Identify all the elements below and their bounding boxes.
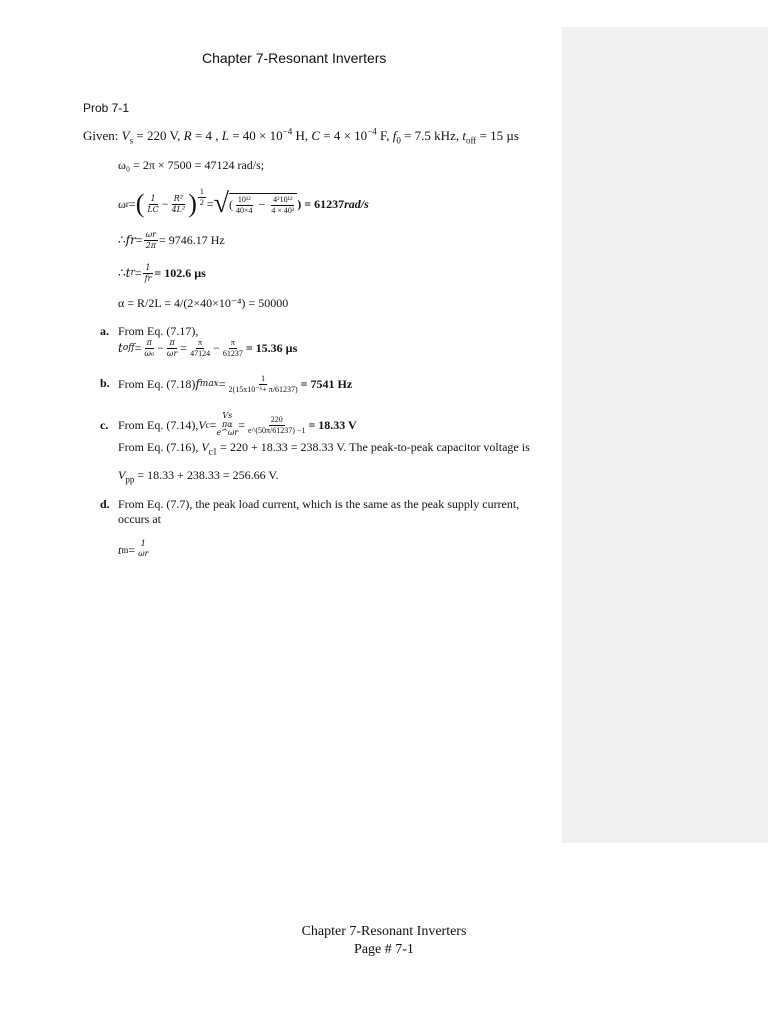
comment-pane	[562, 27, 768, 843]
part-c-text: From Eq. (7.14),	[118, 417, 199, 432]
l-symbol: L	[221, 128, 229, 143]
vpp-sub: pp	[125, 474, 135, 485]
toff-symbol: t	[462, 128, 466, 143]
fr-therefore: ∴	[118, 232, 126, 247]
omegar-result: ) = 61237	[297, 196, 345, 211]
part-a-frac4: $\frac{\pi}{61237}$	[222, 337, 243, 358]
part-b-equation: From Eq. (7.18) f max = $\frac{1}{\text{2(15x10⁻⁶+ π/61237)}}$ = 7541 Hz	[118, 373, 353, 394]
page-title: Chapter 7-Resonant Inverters	[202, 50, 387, 66]
tr-therefore: ∴	[118, 265, 126, 280]
c-value: = 4 × 10	[320, 128, 368, 143]
omegar-lead: ω	[118, 196, 126, 211]
fr-eq: =	[135, 232, 143, 247]
l-exponent: −4	[282, 126, 293, 137]
part-d-text2: occurs at	[118, 512, 161, 526]
tr-line: ∴ t r = $\frac{1}{fr}$ = 102.6 µs	[118, 262, 206, 283]
r-symbol: R	[183, 128, 192, 143]
given-line	[83, 128, 519, 144]
tr-frac: $\frac{1}{fr}$	[144, 262, 152, 283]
toff-value: = 15 µs	[476, 128, 519, 143]
given-prefix: Given:	[83, 128, 122, 143]
open-paren-icon: (	[135, 189, 145, 218]
fmax-symbol: f	[195, 377, 200, 391]
r-value: = 4 ,	[191, 128, 222, 143]
omegar-unit: rad/s	[344, 196, 369, 211]
part-a-frac3: $\frac{\pi}{47124}$	[190, 337, 211, 358]
omegar-frac1: $\frac{1}{LC}$	[147, 193, 159, 214]
omegar-line: ω r = ( $\frac{1}{LC}$ − $\frac{\text{R²}}{\text{4L²}}$ ) $\frac{1}{2}$ = √ ( $\frac{\text{10¹²}}{40\times 4}$ − $\frac{\text{4²10¹²}}{\text{4 × 40²}}$ ) = 61237 rad/s	[118, 186, 369, 219]
part-d-equation: t m = 1 ωr	[118, 539, 149, 558]
part-d-frac: 1 ωr	[138, 539, 149, 558]
part-a-frac2: $\frac{\pi}{\omega r}$	[166, 337, 178, 358]
close-paren-icon: )	[188, 189, 197, 218]
omegar-minus: −	[161, 196, 169, 211]
part-a-label: a.	[100, 324, 109, 338]
omegar-frac2: $\frac{\text{R²}}{\text{4L²}}$	[171, 193, 186, 214]
f0-value: = 7.5 kHz,	[400, 128, 463, 143]
fr-symbol: fr	[125, 233, 136, 247]
vs-sub: s	[129, 135, 134, 146]
part-a-result: = 15.36 µs	[245, 340, 298, 355]
vs-value: = 220 V,	[133, 128, 184, 143]
vc1-symbol: V	[201, 440, 209, 454]
l-unit: H,	[292, 128, 312, 143]
footer-page-number: Page # 7-1	[354, 942, 414, 957]
l-value: = 40 × 10	[228, 128, 283, 143]
part-a-frac1: $\frac{\pi}{\text{ω₀}}$	[144, 337, 155, 358]
part-d-text: From Eq. (7.7), the peak load current, which is the same as the peak supply current,	[118, 497, 520, 511]
omegar-frac3: $\frac{\text{10¹²}}{40\times 4}$	[236, 195, 253, 215]
fr-value: = 9746.17 Hz	[158, 232, 225, 247]
footer-chapter: Chapter 7-Resonant Inverters	[301, 924, 467, 939]
part-d-label: d.	[100, 497, 110, 511]
alpha-line: α = R/2L = 4/(2×40×10⁻⁴) = 50000	[118, 296, 289, 310]
part-b-text: From Eq. (7.18)	[118, 376, 196, 391]
part-c-stack: Vs πα e^ωr	[216, 411, 239, 438]
tm-symbol: t	[118, 542, 122, 557]
omegar-eq: =	[128, 196, 136, 211]
part-a-text: From Eq. (7.17),	[118, 324, 199, 338]
toff-sub: off	[465, 135, 477, 146]
part-c-frac: $\frac{220}{e\^{}(50\pi/61237) -1}$	[248, 414, 306, 435]
problem-label: Prob 7-1	[83, 101, 130, 115]
c-symbol: C	[311, 128, 321, 143]
toff-symbol-a: t	[118, 341, 123, 355]
vc-symbol: V	[198, 417, 206, 432]
part-c-result: = 18.33 V	[308, 417, 357, 432]
tr-symbol: t	[125, 266, 131, 280]
vpp-symbol: V	[118, 468, 126, 482]
tr-value: = 102.6 µs	[154, 265, 206, 280]
part-a-equation: t off = $\frac{\pi}{\text{ω₀}}$ − $\frac{\pi}{\omega r}$ = $\frac{\pi}{47124}$ − $\frac{\pi}{61237}$ = 15.36 µs	[118, 337, 298, 358]
f0-symbol: f	[392, 128, 397, 143]
part-c-line3: $V_{pp} = 18.33 + 238.33 = 256.66$ V.	[118, 468, 279, 485]
omegar-exponent: $\frac{1}{2}$	[199, 186, 204, 207]
fr-frac: $\frac{\omega r}{2\pi}$	[145, 229, 156, 250]
omegar-eq2: =	[206, 196, 214, 211]
tr-eq: =	[134, 265, 142, 280]
part-b-frac: $\frac{1}{\text{2(15x10⁻⁶+ π/61237)}}$	[228, 373, 298, 394]
vs-symbol: V	[121, 128, 130, 143]
part-c-equation: From Eq. (7.14), V c = Vs πα e^ωr = $\frac{220}{e\^{}(50\pi/61237) -1}$ = 18.33 V	[118, 411, 357, 438]
fr-line	[118, 229, 225, 251]
part-c-line2: From Eq. (7.16), $V_{c1} = 220 + 18.33 = 238.33$ V. The peak-to-peak capacitor voltage is	[118, 440, 530, 457]
sqrt-content: ( $\frac{\text{10¹²}}{40\times 4}$ − $\frac{\text{4²10¹²}}{\text{4 × 40²}}$	[229, 193, 297, 215]
part-b-result: = 7541 Hz	[300, 376, 353, 391]
omega0-line: ω₀ = 2π × 7500 = 47124 rad/s;	[118, 158, 265, 172]
f0-sub: 0	[396, 135, 401, 146]
vc1-sub: c1	[208, 446, 218, 457]
part-c-label: c.	[100, 418, 109, 432]
c-exponent: −4	[367, 126, 377, 137]
omegar-frac4: $\frac{\text{4²10¹²}}{\text{4 × 40²}}$	[271, 195, 295, 215]
c-unit: F,	[376, 128, 393, 143]
sqrt-icon: √	[213, 188, 230, 219]
part-b-label: b.	[100, 376, 110, 390]
